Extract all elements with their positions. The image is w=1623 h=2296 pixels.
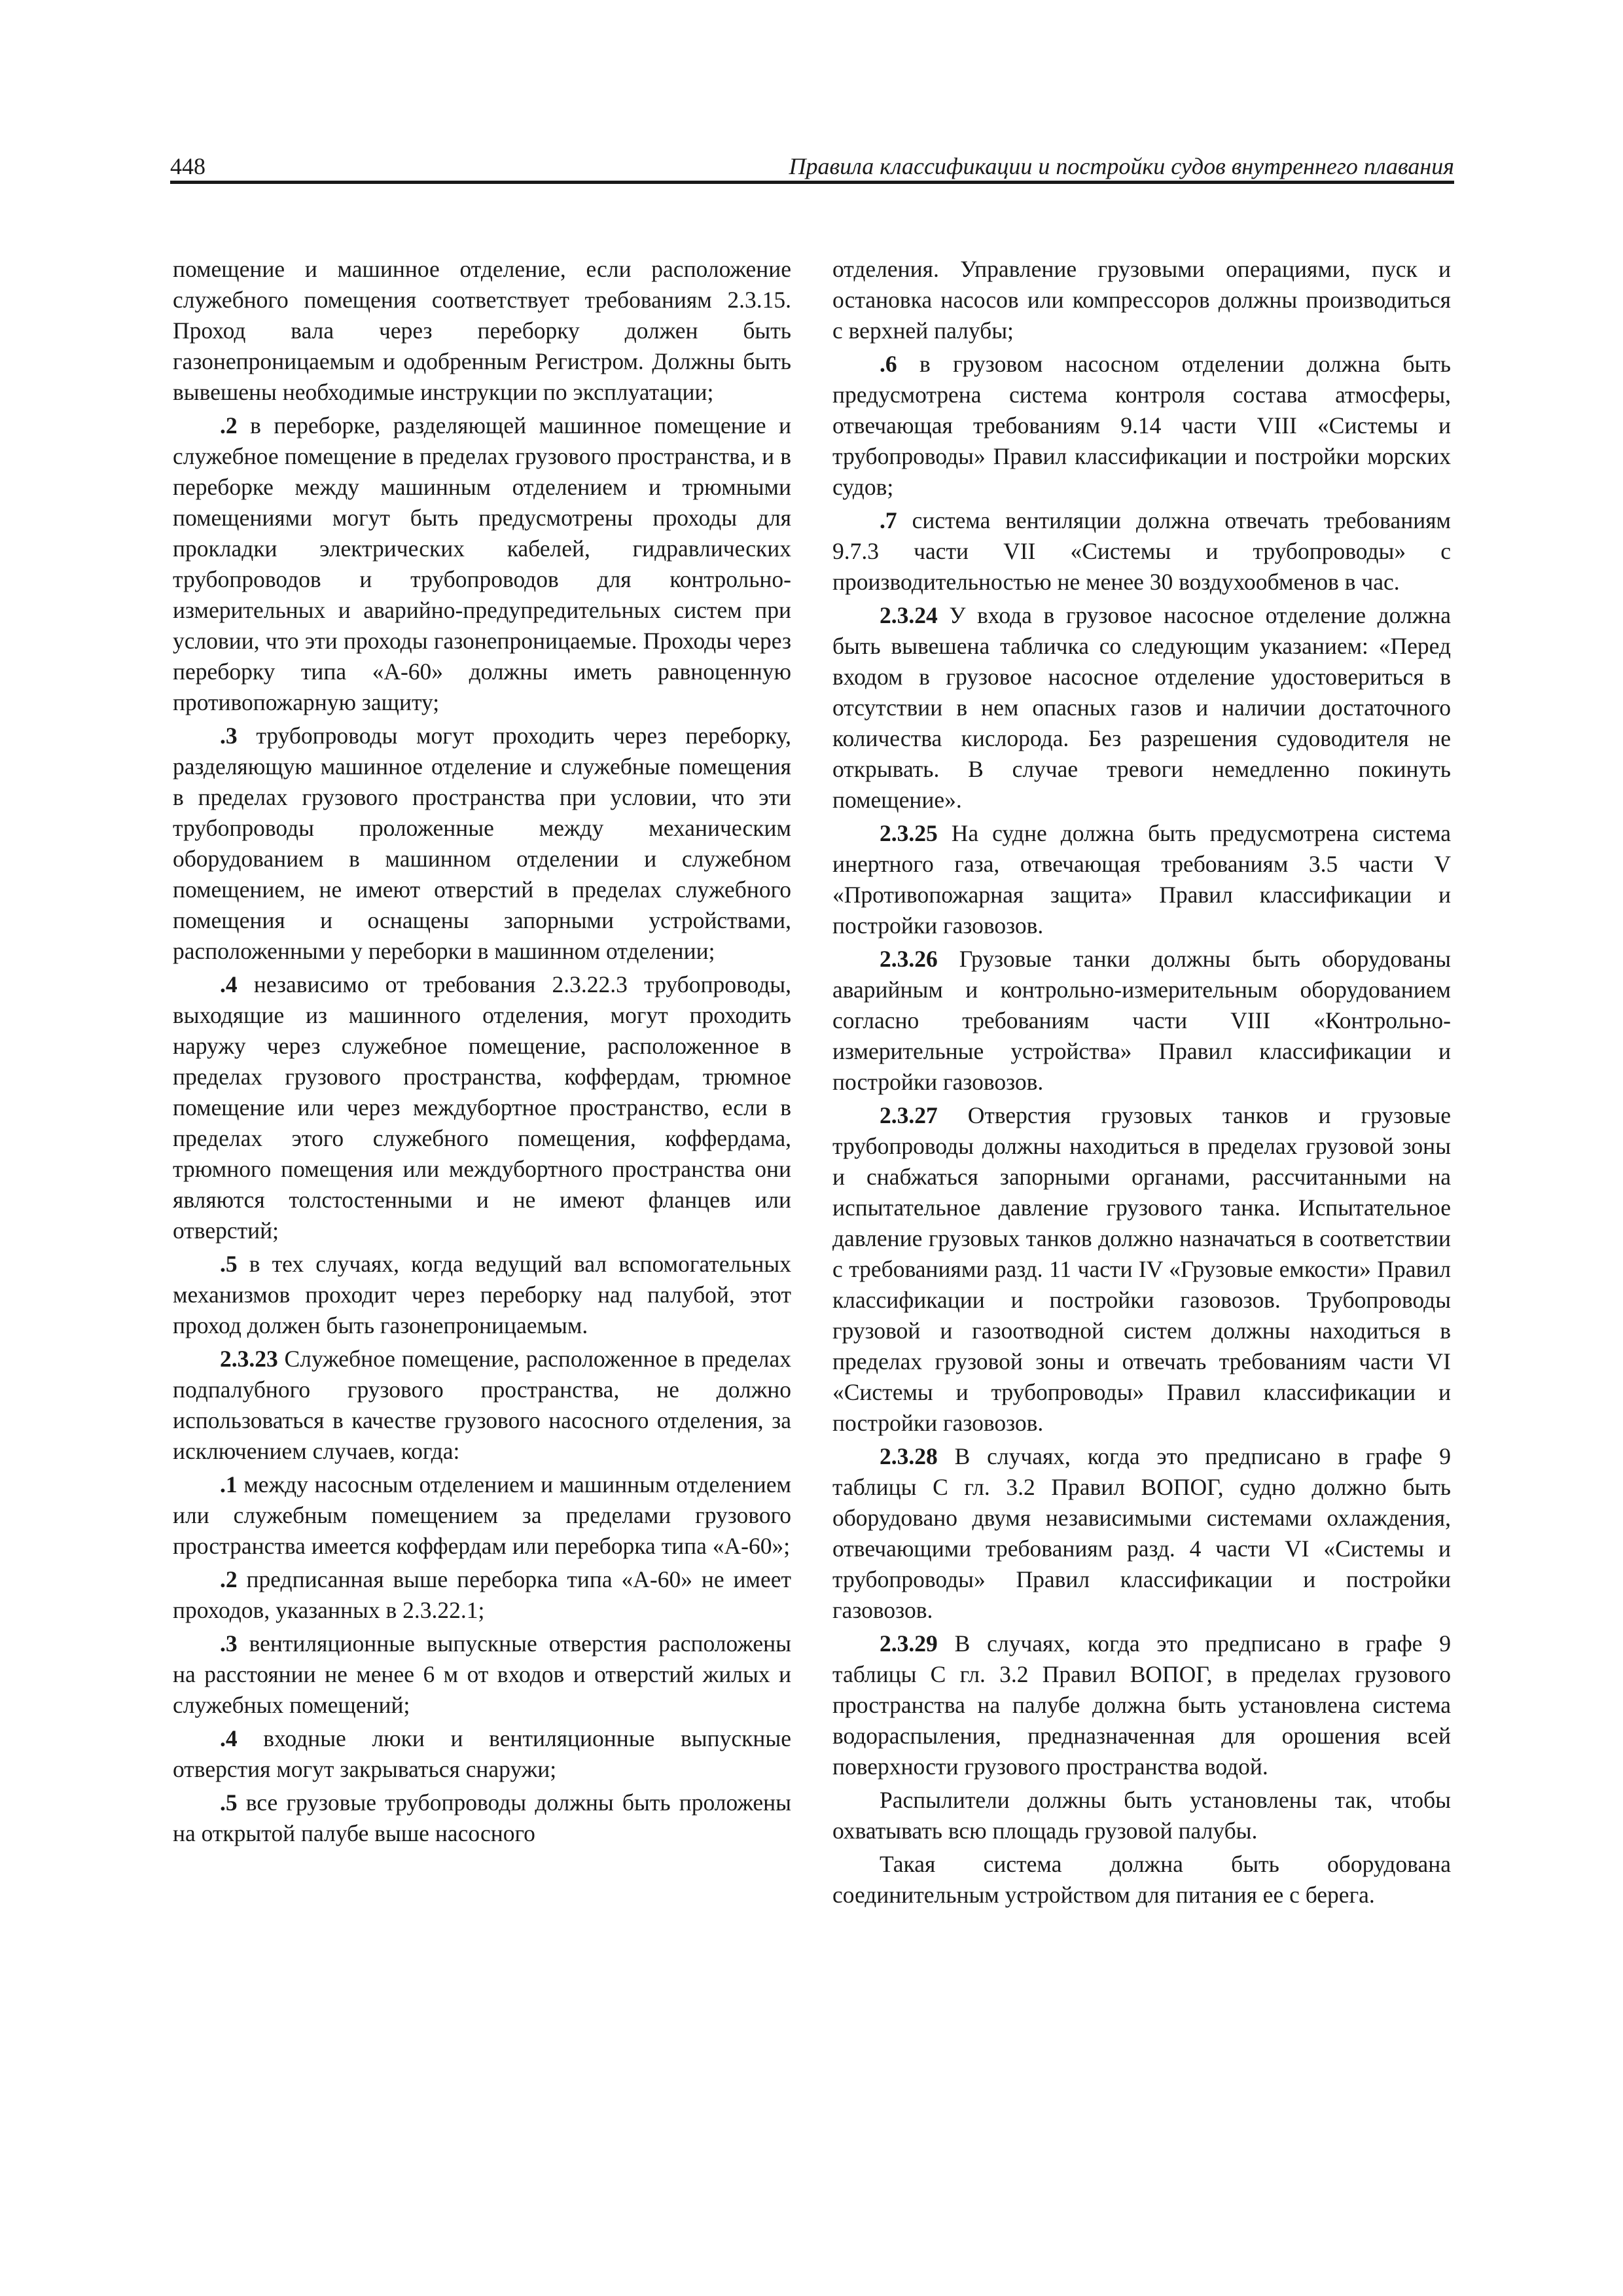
paragraph: 2.3.28 В случаях, когда это предписано в графе 9 таблицы С гл. 3.2 Правил ВОПОГ, судно должно быть оборудовано двумя независимыми системами охлаждения, отвечающими требованиям разд. 4 части VI «Системы и трубопроводы» Правил классификации и постройки газовозов. xyxy=(832,1443,1451,1623)
clause-number: .3 xyxy=(220,723,238,749)
right-column xyxy=(832,254,1451,1913)
paragraph: .5 в тех случаях, когда ведущий вал вспомогательных механизмов проходит через переборку над палубой, этот проход должен быть газонепроницаемым. xyxy=(173,1251,791,1338)
page-header xyxy=(170,145,1454,184)
page-number: 448 xyxy=(170,153,205,179)
clause-number: .4 xyxy=(220,971,238,997)
paragraph: Такая система должна быть оборудована соединительным устройством для питания ее с берега. xyxy=(832,1851,1451,1908)
clause-number: .6 xyxy=(880,351,897,377)
section-number: 2.3.27 xyxy=(880,1102,938,1128)
section-number: 2.3.25 xyxy=(880,820,938,846)
paragraph: .6 в грузовом насосном отделении должна быть предусмотрена система контроля состава атмосферы, отвечающая требованиям 9.14 части VIII «Системы и трубопроводы» Правил классификации и постройки морских судов; xyxy=(832,351,1451,500)
left-column xyxy=(173,254,791,1852)
paragraph: 2.3.23 Служебное помещение, расположенное в пределах подпалубного грузового пространства, не должно использоваться в качестве грузового насосного отделения, за исключением случаев, когда: xyxy=(173,1346,791,1464)
section-number: 2.3.24 xyxy=(880,602,938,628)
clause-number: .5 xyxy=(220,1789,238,1816)
section-number: 2.3.28 xyxy=(880,1443,938,1469)
section-number: 2.3.26 xyxy=(880,946,938,972)
paragraph: .2 предписанная выше переборка типа «А-60» не имеет проходов, указанных в 2.3.22.1; xyxy=(173,1566,791,1623)
paragraph: 2.3.24 У входа в грузовое насосное отделение должна быть вывешена табличка со следующим указанием: «Перед входом в грузовое насосное отделение удостовериться в отсутствии в нем опасных газов и наличии достаточного количества кислорода. Без разрешения судоводителя не открывать. В случае тревоги немедленно покинуть помещение». xyxy=(832,602,1451,813)
paragraph: Распылители должны быть установлены так, чтобы охватывать всю площадь грузовой палубы. xyxy=(832,1787,1451,1844)
clause-number: .2 xyxy=(220,412,238,439)
paragraph: помещение и машинное отделение, если расположение служебного помещения соответствует требованиям 2.3.15. Проход вала через переборку должен быть газонепроницаемым и одобренным Регистром. Должны быть вывешены необходимые инструкции по эксплуатации; xyxy=(173,256,791,405)
paragraph: .4 входные люки и вентиляционные выпускные отверстия могут закрываться снаружи; xyxy=(173,1725,791,1782)
paragraph: 2.3.29 В случаях, когда это предписано в графе 9 таблицы С гл. 3.2 Правил ВОПОГ, в пределах грузового пространства на палубе должна быть установлена система водораспыления, предназначенная для орошения всей поверхности грузового пространства водой. xyxy=(832,1630,1451,1780)
clause-number: .4 xyxy=(220,1725,238,1751)
running-title: Правила классификации и постройки судов внутреннего плавания xyxy=(789,153,1454,179)
clause-number: .1 xyxy=(220,1471,238,1498)
section-number: 2.3.29 xyxy=(880,1630,938,1657)
paragraph: .3 вентиляционные выпускные отверстия расположены на расстоянии не менее 6 м от входов и отверстий жилых и служебных помещений; xyxy=(173,1630,791,1718)
paragraph: .7 система вентиляции должна отвечать требованиям 9.7.3 части VII «Системы и трубопроводы» с производительностью не менее 30 воздухообменов в час. xyxy=(832,507,1451,595)
clause-number: .5 xyxy=(220,1251,238,1277)
paragraph: 2.3.25 На судне должна быть предусмотрена система инертного газа, отвечающая требованиям 3.5 части V «Противопожарная защита» Правил классификации и постройки газовозов. xyxy=(832,820,1451,939)
paragraph: .1 между насосным отделением и машинным отделением или служебным помещением за пределами грузового пространства имеется коффердам или переборка типа «А-60»; xyxy=(173,1471,791,1559)
paragraph: 2.3.27 Отверстия грузовых танков и грузовые трубопроводы должны находиться в пределах грузовой зоны и снабжаться запорными органами, рассчитанными на испытательное давление грузового танка. Испытательное давление грузовых танков должно назначаться в соответствии с требованиями разд. 11 части IV «Грузовые емкости» Правил классификации и постройки газовозов. Трубопроводы грузовой и газоотводной систем должны находиться в пределах грузовой зоны и отвечать требованиям части VI «Системы и трубопроводы» Правил классификации и постройки газовозов. xyxy=(832,1102,1451,1436)
paragraph: 2.3.26 Грузовые танки должны быть оборудованы аварийным и контрольно-измерительным оборудованием согласно требованиям части VIII «Контрольно-измерительные устройства» Правил классификации и постройки газовозов. xyxy=(832,946,1451,1095)
paragraph: .5 все грузовые трубопроводы должны быть проложены на открытой палубе выше насосного xyxy=(173,1789,791,1846)
paragraph: отделения. Управление грузовыми операциями, пуск и остановка насосов или компрессоров должны производиться с верхней палубы; xyxy=(832,256,1451,344)
clause-number: .3 xyxy=(220,1630,238,1657)
paragraph: .3 трубопроводы могут проходить через переборку, разделяющую машинное отделение и служебные помещения в пределах грузового пространства при условии, что эти трубопроводы проложенные между механическим оборудованием в машинном отделении и служебном помещением, не имеют отверстий в пределах служебного помещения и оснащены запорными устройствами, расположенными у переборки в машинном отделении; xyxy=(173,723,791,964)
clause-number: .2 xyxy=(220,1566,238,1592)
section-number: 2.3.23 xyxy=(220,1346,278,1372)
paragraph: .4 независимо от требования 2.3.22.3 трубопроводы, выходящие из машинного отделения, могут проходить наружу через служебное помещение, расположенное в пределах грузового пространства, коффердам, трюмное помещение или через междубортное пространство, если в пределах этого служебного помещения, коффердама, трюмного помещения или междубортного пространства они являются толстостенными и не имеют фланцев или отверстий; xyxy=(173,971,791,1244)
paragraph: .2 в переборке, разделяющей машинное помещение и служебное помещение в пределах грузового пространства, и в переборке между машинным отделением и трюмными помещениями могут быть предусмотрены проходы для прокладки электрических кабелей, гидравлических трубопроводов и трубопроводов для контрольно-измерительных и аварийно-предупредительных систем при условии, что эти проходы газонепроницаемые. Проходы через переборку типа «А-60» должны иметь равноценную противопожарную защиту; xyxy=(173,412,791,715)
clause-number: .7 xyxy=(880,507,897,533)
